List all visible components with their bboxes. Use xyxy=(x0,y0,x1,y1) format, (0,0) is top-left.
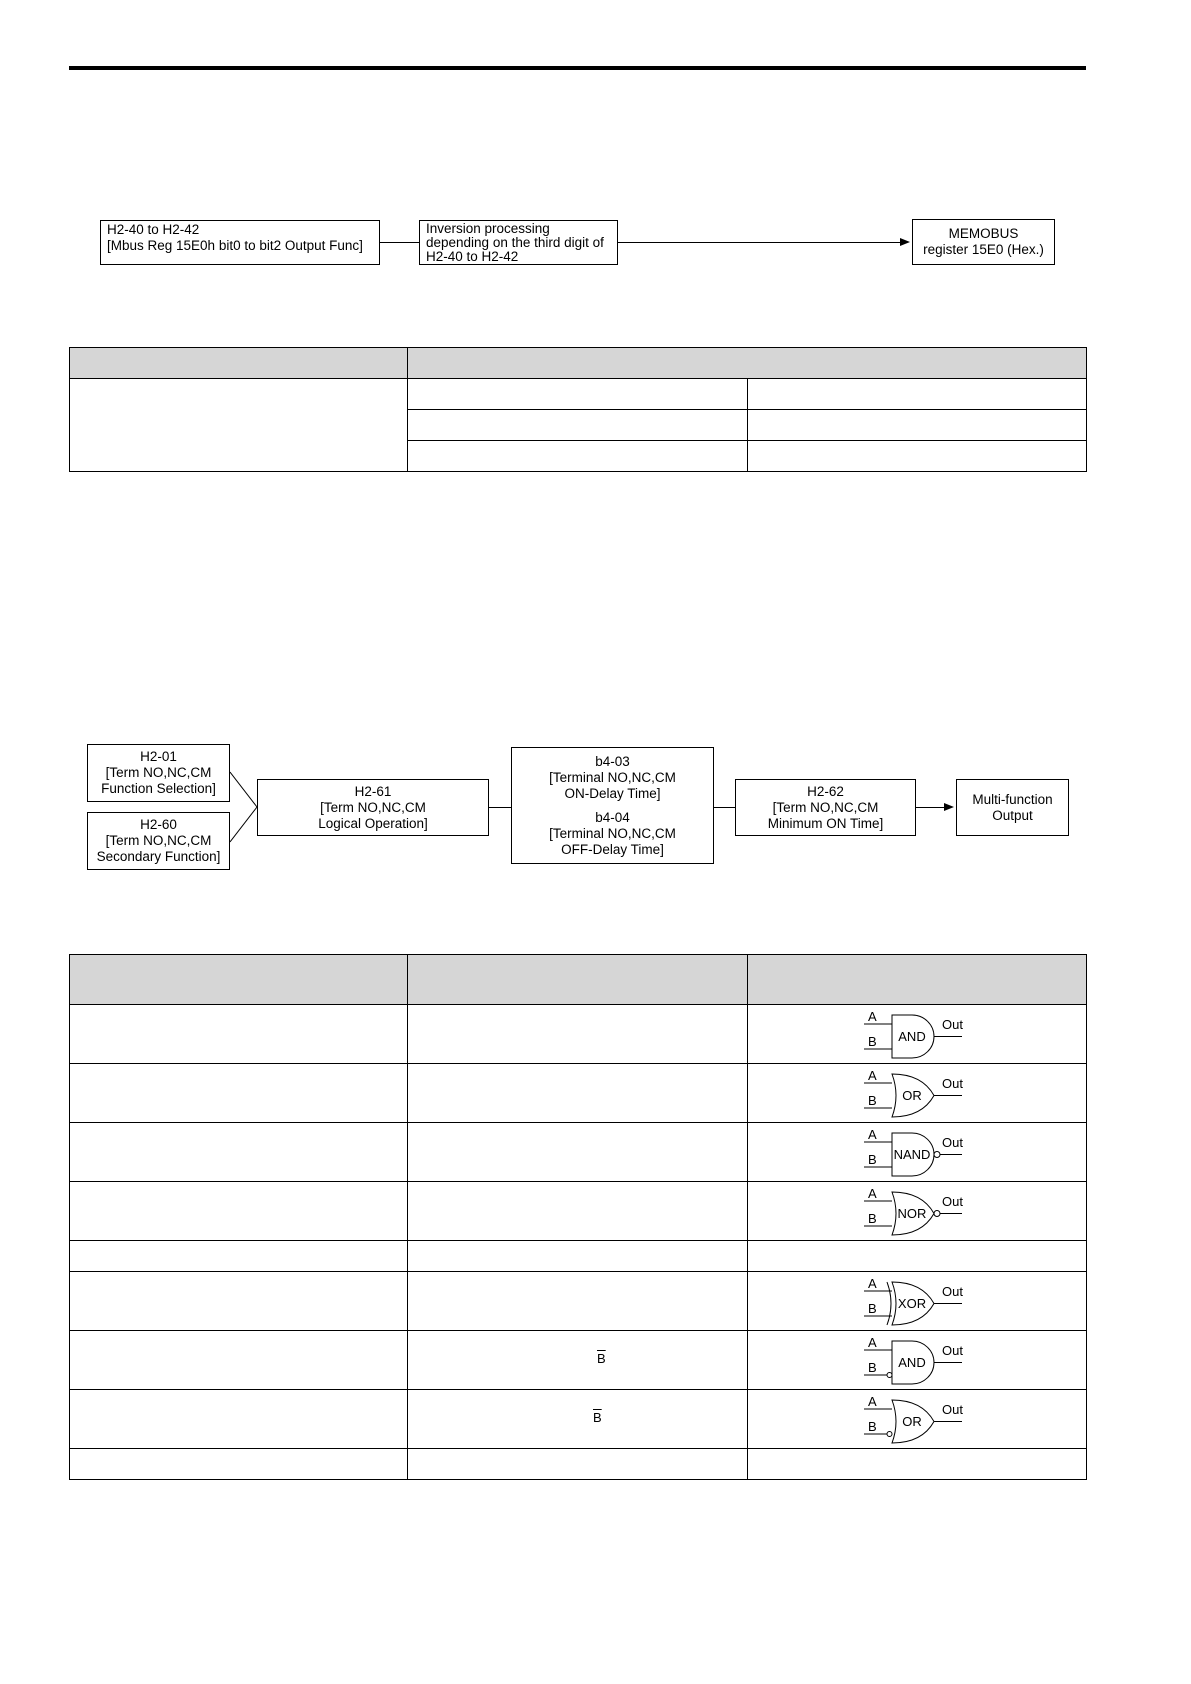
table2-cell xyxy=(70,1123,408,1182)
table2-header-cell xyxy=(408,955,748,1005)
logical-operation-table xyxy=(69,954,1087,1480)
gate-cell xyxy=(748,1182,1087,1241)
table2-cell xyxy=(70,1064,408,1123)
gate-input-b-label: B xyxy=(868,1211,877,1226)
gate-type-label: AND xyxy=(898,1355,926,1370)
gate-type-label: OR xyxy=(902,1414,922,1429)
gate-type-label: XOR xyxy=(897,1296,927,1311)
flow2-connector-3 xyxy=(916,807,944,808)
gate-output-label: Out xyxy=(942,1284,963,1299)
h2-62-minimum-on-time-box: H2-62 [Term NO,NC,CM Minimum ON Time] xyxy=(735,779,916,836)
gate-output-label: Out xyxy=(942,1402,963,1417)
gate-type-label: NOR xyxy=(897,1206,927,1221)
table2-cell xyxy=(70,1005,408,1064)
gate-output-inverter-bubble xyxy=(934,1152,940,1158)
table2-cell xyxy=(70,1449,408,1480)
gate-type-label: OR xyxy=(902,1088,922,1103)
nor-gate-symbol xyxy=(862,1186,972,1236)
table1-cell xyxy=(408,441,748,472)
table2-cell xyxy=(748,1241,1087,1272)
gate-type-label: NAND xyxy=(893,1147,931,1162)
xor-gate-symbol xyxy=(862,1276,972,1326)
gate-input-a-label: A xyxy=(868,1009,877,1024)
h2-60-secondary-function-box: H2-60 [Term NO,NC,CM Secondary Function] xyxy=(87,812,230,870)
table1-cell xyxy=(70,379,408,472)
gate-output-label: Out xyxy=(942,1194,963,1209)
gate-xor-arc xyxy=(887,1282,891,1325)
bit-setting-table xyxy=(69,347,1087,472)
flow2-connector-1 xyxy=(489,807,511,808)
table2-cell xyxy=(408,1390,748,1449)
table2-cell xyxy=(748,1449,1087,1480)
flow2-arrowhead xyxy=(944,803,954,811)
table2-header-cell xyxy=(70,955,408,1005)
table2-cell xyxy=(70,1272,408,1331)
nand-gate-symbol xyxy=(862,1127,972,1177)
table1-cell xyxy=(748,441,1087,472)
table2-cell xyxy=(408,1182,748,1241)
gate-output-label: Out xyxy=(942,1076,963,1091)
gate-output-label: Out xyxy=(942,1343,963,1358)
gate-output-inverter-bubble xyxy=(934,1211,940,1217)
and-gate-symbol xyxy=(862,1335,972,1385)
b4-03-b4-04-delay-time-box: b4-03 [Terminal NO,NC,CM ON-Delay Time] b4-04 [Terminal NO,NC,CM OFF-Delay Time] xyxy=(511,747,714,864)
and-gate-symbol xyxy=(862,1009,972,1059)
header-rule xyxy=(69,66,1086,70)
gate-input-a-label: A xyxy=(868,1186,877,1201)
table2-cell xyxy=(70,1331,408,1390)
gate-type-label: AND xyxy=(898,1029,926,1044)
table2-header-cell xyxy=(748,955,1087,1005)
table2-cell xyxy=(408,1449,748,1480)
flow2-connector-2 xyxy=(714,807,735,808)
b-bar-symbol: $\overline{B}$ xyxy=(593,1410,602,1425)
inversion-processing-box: Inversion processing depending on the third digit of H2-40 to H2-42 xyxy=(419,220,618,265)
gate-input-inverter-bubble xyxy=(887,1373,892,1378)
table2-cell xyxy=(408,1241,748,1272)
gate-input-a-label: A xyxy=(868,1394,877,1409)
flow1-connector-1 xyxy=(380,242,419,243)
table2-cell xyxy=(408,1005,748,1064)
gate-input-a-label: A xyxy=(868,1276,877,1291)
gate-output-label: Out xyxy=(942,1017,963,1032)
or-gate-symbol xyxy=(862,1068,972,1118)
gate-cell xyxy=(748,1331,1087,1390)
table2-cell xyxy=(408,1064,748,1123)
table2-cell xyxy=(408,1123,748,1182)
gate-input-b-label: B xyxy=(868,1419,877,1434)
or-gate-symbol xyxy=(862,1394,972,1444)
multi-function-output-box: Multi-function Output xyxy=(956,779,1069,836)
gate-cell xyxy=(748,1005,1087,1064)
gate-input-b-label: B xyxy=(868,1152,877,1167)
gate-input-a-label: A xyxy=(868,1127,877,1142)
flow1-arrowhead xyxy=(900,238,910,246)
gate-input-inverter-bubble xyxy=(887,1432,892,1437)
gate-input-b-label: B xyxy=(868,1093,877,1108)
table2-cell xyxy=(70,1241,408,1272)
table1-header-cell xyxy=(408,348,1087,379)
h2-01-function-selection-box: H2-01 [Term NO,NC,CM Function Selection] xyxy=(87,744,230,802)
memobus-register-box: MEMOBUS register 15E0 (Hex.) xyxy=(912,219,1055,265)
table2-cell xyxy=(408,1331,748,1390)
table1-cell xyxy=(748,410,1087,441)
flow1-connector-2 xyxy=(618,242,900,243)
h2-61-logical-operation-box: H2-61 [Term NO,NC,CM Logical Operation] xyxy=(257,779,489,836)
table1-cell xyxy=(408,379,748,410)
flow2-merge-lines xyxy=(230,770,258,845)
gate-input-b-label: B xyxy=(868,1301,877,1316)
gate-output-label: Out xyxy=(942,1135,963,1150)
table1-header-cell xyxy=(70,348,408,379)
gate-cell xyxy=(748,1272,1087,1331)
b-bar-symbol: $\overline{B}$ xyxy=(597,1351,606,1366)
gate-input-a-label: A xyxy=(868,1068,877,1083)
h2-40-output-function-box: H2-40 to H2-42 [Mbus Reg 15E0h bit0 to bit2 Output Func] xyxy=(100,220,380,265)
gate-cell xyxy=(748,1123,1087,1182)
gate-cell xyxy=(748,1064,1087,1123)
table1-cell xyxy=(408,410,748,441)
table2-cell xyxy=(70,1182,408,1241)
gate-input-a-label: A xyxy=(868,1335,877,1350)
table2-cell xyxy=(70,1390,408,1449)
gate-input-b-label: B xyxy=(868,1034,877,1049)
gate-input-b-label: B xyxy=(868,1360,877,1375)
table1-cell xyxy=(748,379,1087,410)
table2-cell xyxy=(408,1272,748,1331)
gate-cell xyxy=(748,1390,1087,1449)
